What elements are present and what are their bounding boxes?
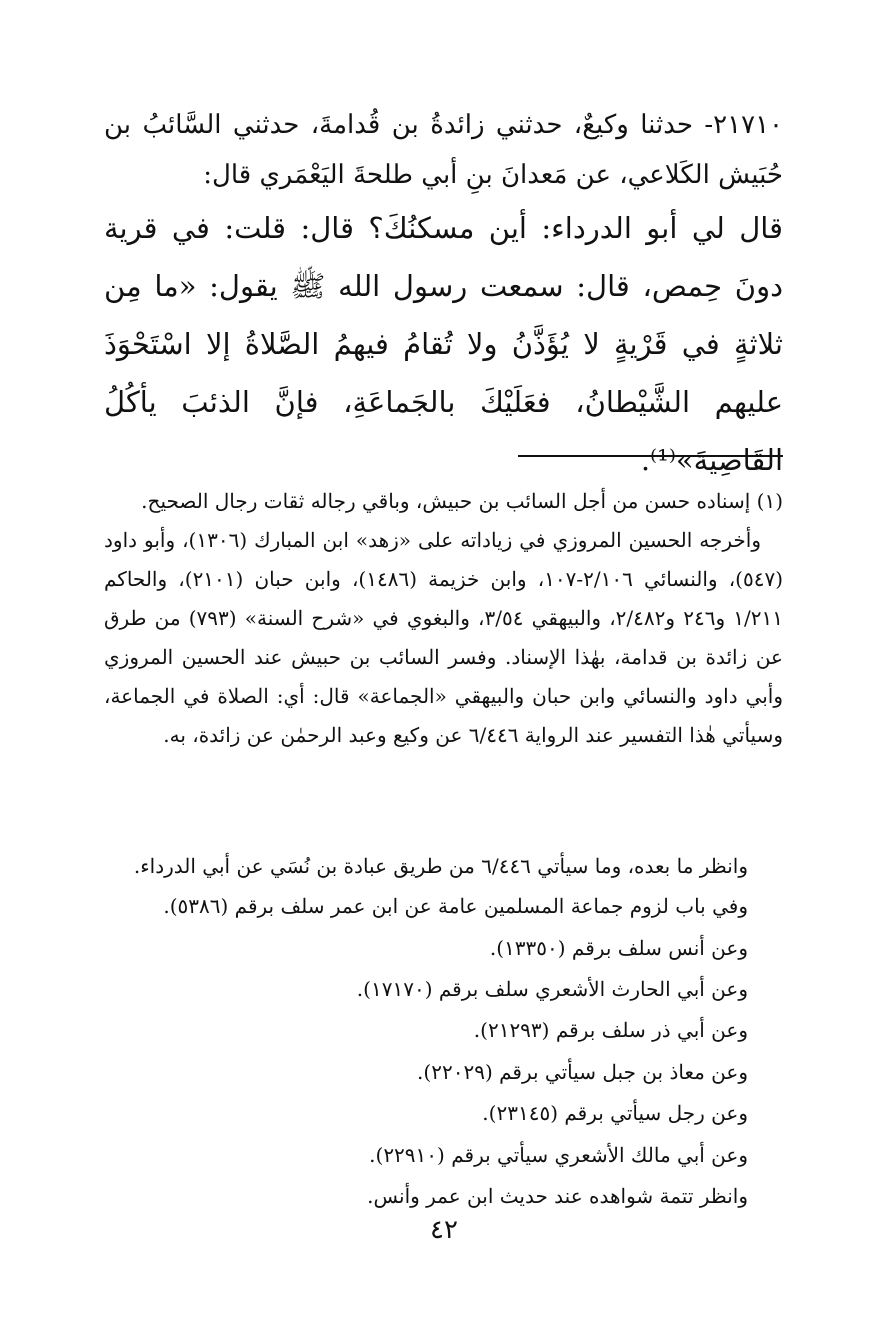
footnote-1: (١) إسناده حسن من أجل السائب بن حبيش، وباقي رجاله ثقات رجال الصحيح. <box>141 489 783 513</box>
footnote-line: وعن أبي مالك الأشعري سيأتي برقم (٢٢٩١٠). <box>369 1143 748 1167</box>
footnote-line: وعن رجل سيأتي برقم (٢٣١٤٥). <box>482 1101 748 1125</box>
footnote-sources: وأخرجه الحسين المروزي في زياداته على «زهد» ابن المبارك (١٣٠٦)، وأبو داود (٥٤٧)، والنسائي ٢/١٠٦-١٠٧، وابن خزيمة (١٤٨٦)، وابن حبان (٢١٠١)، والحاكم ١/٢١١ و٢٤٦ و٢/٤٨٢، والبيهقي ٣/٥٤، والبغوي في «شرح السنة» (٧٩٣) من طرق عن زائدة بن قدامة، بهٰذا الإسناد. وفسر السائب بن حبيش عند الحسين المروزي وأبي داود والنسائي وابن حبان والبيهقي «الجماعة» قال: أي: الصلاة في الجماعة، وسيأتي هٰذا التفسير عند الرواية ٦/٤٤٦ عن وكيع وعبد الرحمٰن عن زائدة، به. <box>104 528 784 747</box>
footnote-line: وفي باب لزوم جماعة المسلمين عامة عن ابن عمر سلف برقم (٥٣٨٦). <box>163 894 748 918</box>
footnotes <box>104 482 783 755</box>
footnote-line: وعن أبي ذر سلف برقم (٢١٢٩٣). <box>473 1018 748 1042</box>
footnote-line: وانظر ما بعده، وما سيأتي ٦/٤٤٦ من طريق عبادة بن نُسَي عن أبي الدرداء. <box>133 854 748 878</box>
page-number: ٤٢ <box>430 1215 458 1245</box>
footnote-separator <box>518 455 783 457</box>
footnote-line: وعن معاذ بن جبل سيأتي برقم (٢٢٠٢٩). <box>417 1060 748 1084</box>
hadith-isnad: ٢١٧١٠- حدثنا وكيعٌ، حدثني زائدةُ بن قُدامةَ، حدثني السَّائبُ بن حُبَيش الكَلاعي، عن مَعدانَ بنِ أبي طلحةَ اليَعْمَري قال: <box>104 110 783 190</box>
hadith-matn: قال لي أبو الدرداء: أين مسكنُكَ؟ قال: قلت: في قرية دونَ حِمص، قال: سمعت رسول الله ﷺ يقول: «ما مِن ثلاثةٍ في قَرْيةٍ لا يُؤَذَّنُ ولا تُقامُ فيهمُ الصَّلاةُ إلا اسْتَحْوَذَ عليهم الشَّيْطانُ، فعَلَيْكَ بالجَماعَةِ، فإنَّ الذئبَ يأكُلُ القَاصِيةَ»⁽¹⁾. <box>104 211 783 477</box>
footnote-line: وعن أبي الحارث الأشعري سلف برقم (١٧١٧٠). <box>356 977 748 1001</box>
footnote-line: وانظر تتمة شواهده عند حديث ابن عمر وأنس. <box>367 1184 748 1208</box>
footnote-line: وعن أنس سلف برقم (١٣٣٥٠). <box>489 936 748 960</box>
